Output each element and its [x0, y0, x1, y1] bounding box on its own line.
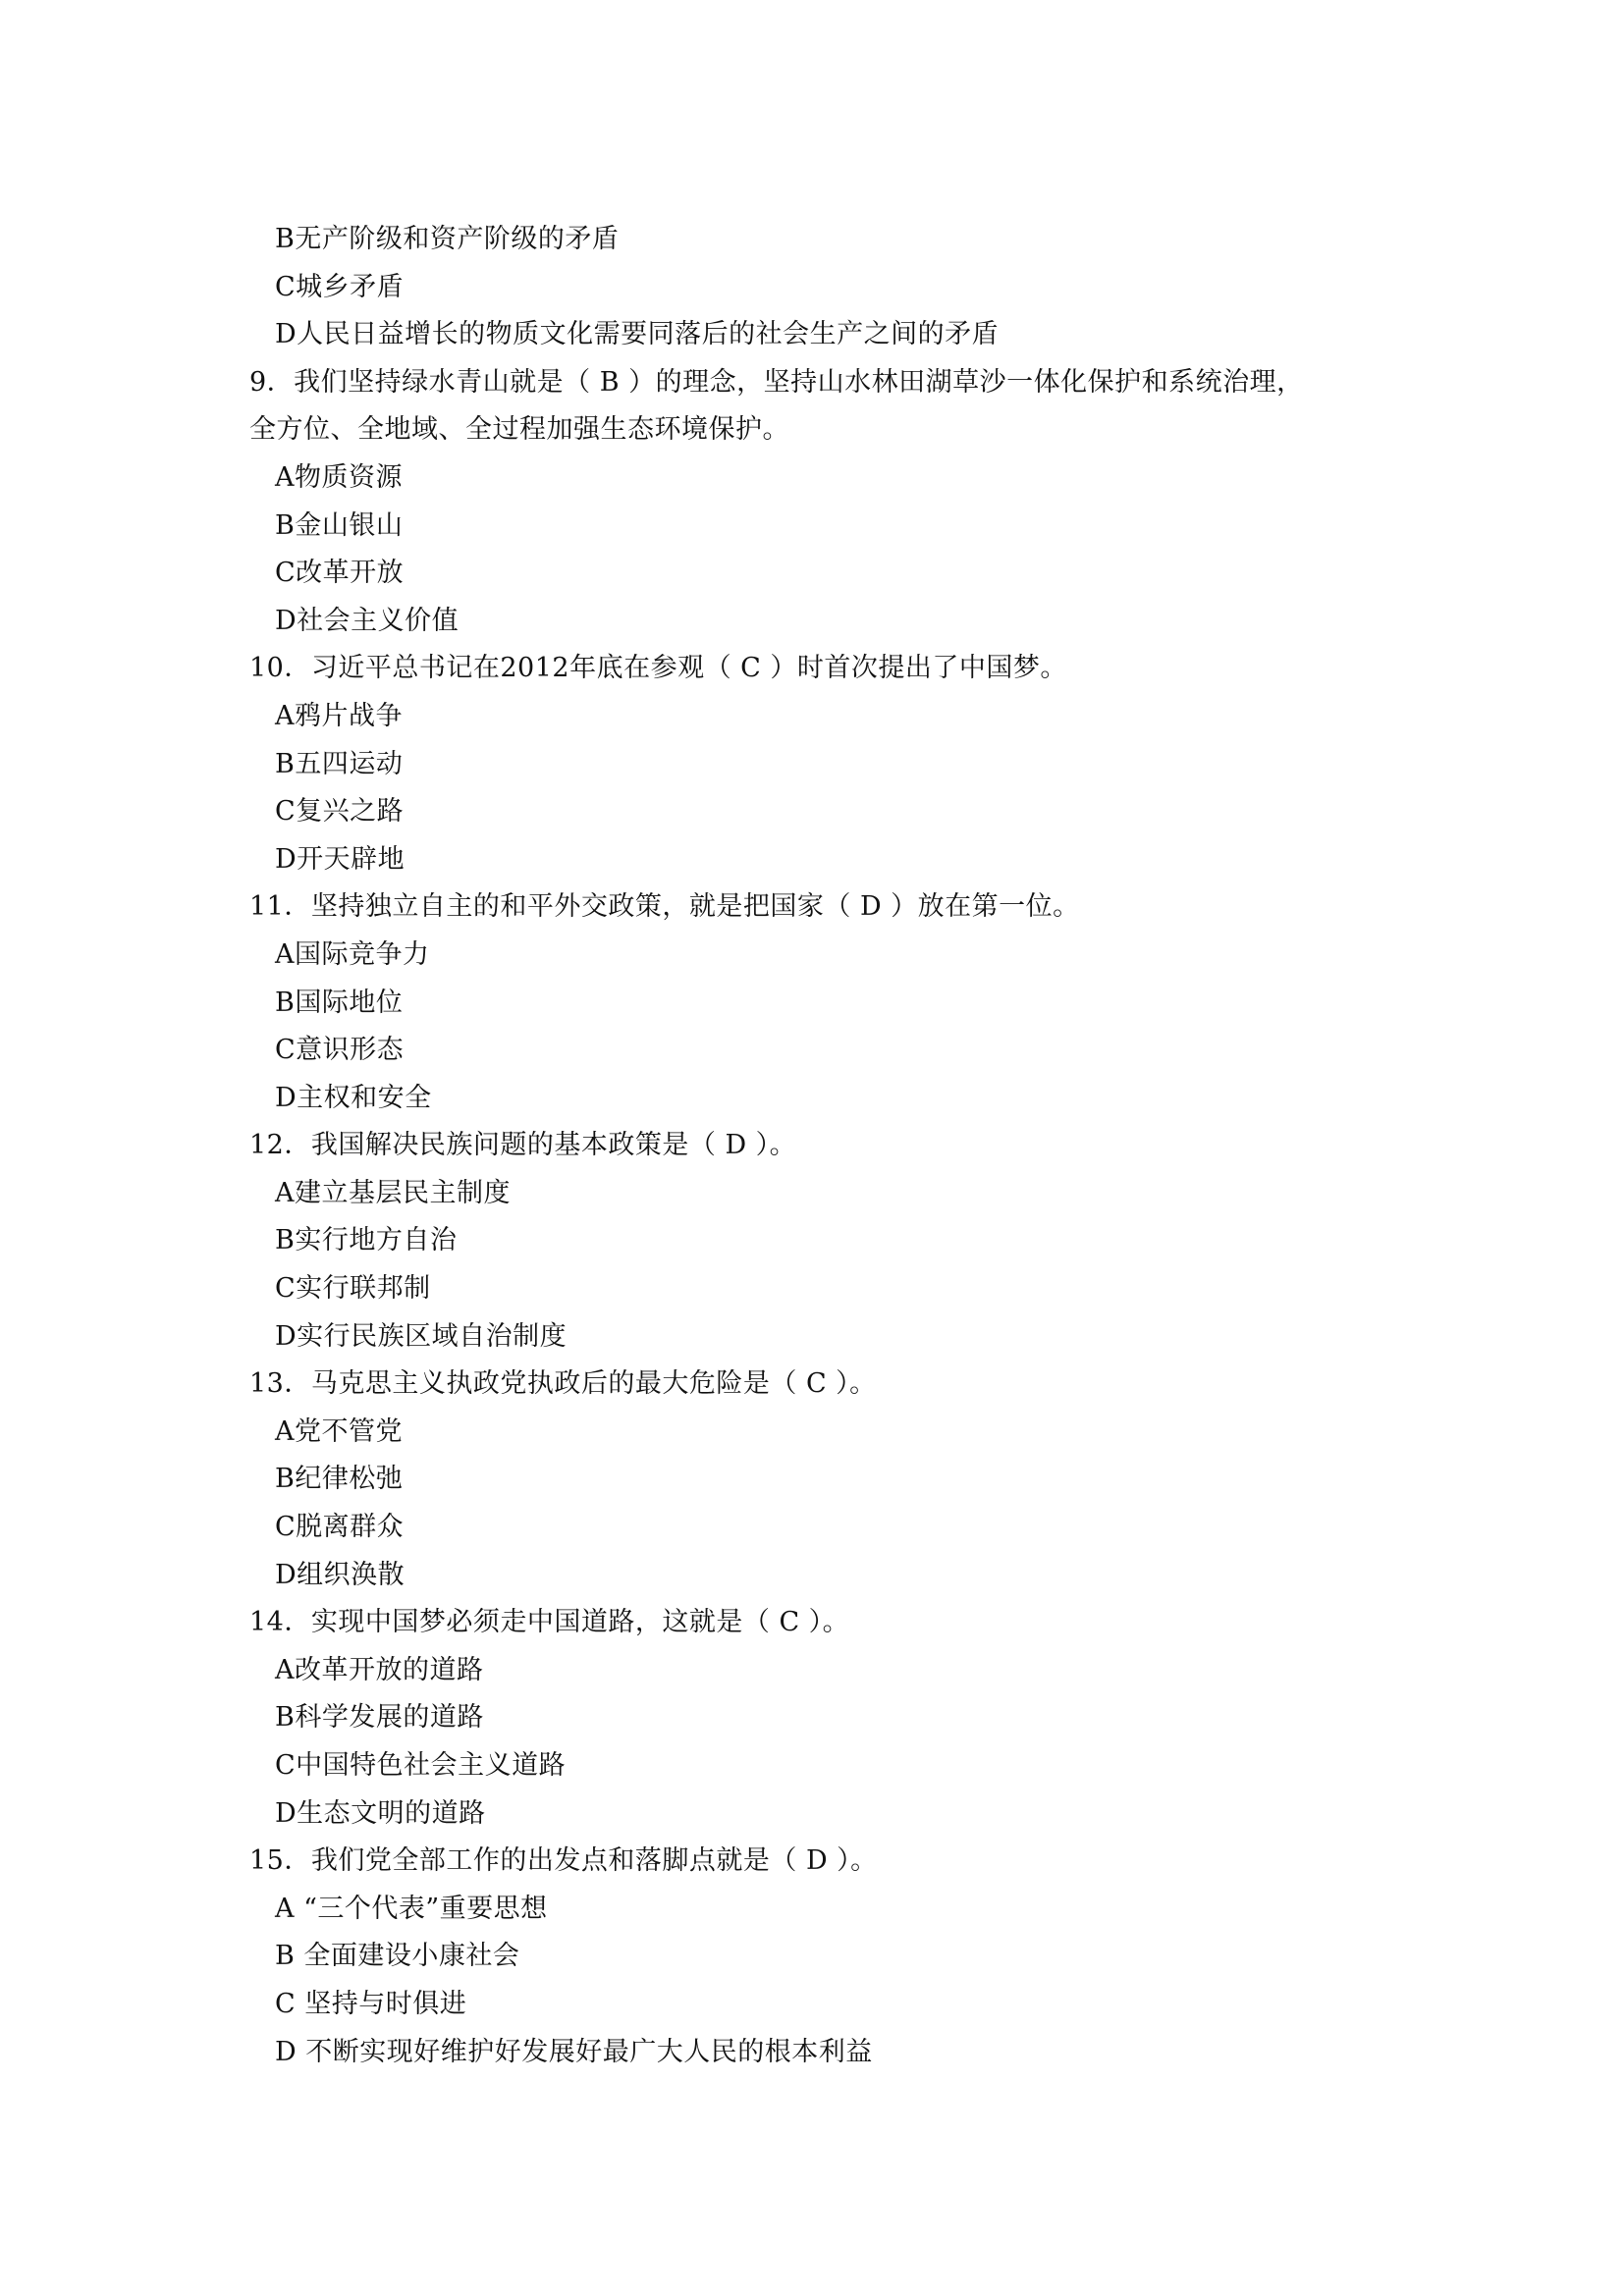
question-stem: 12．我国解决民族问题的基本政策是（ D ）。	[249, 1130, 797, 1161]
answer-option: C改革开放	[275, 558, 405, 589]
question-stem: 15．我们党全部工作的出发点和落脚点就是（ D ）。	[249, 1845, 878, 1877]
question-list	[249, 216, 1467, 2076]
answer-option: B科学发展的道路	[275, 1702, 484, 1734]
question-stem-continuation: 全方位、全地域、全过程加强生态环境保护。	[249, 414, 789, 446]
answer-option: B无产阶级和资产阶级的矛盾	[275, 224, 620, 254]
answer-option: A国际竞争力	[275, 938, 430, 970]
answer-option: C 坚持与时俱进	[275, 1988, 467, 2019]
answer-option: B金山银山	[275, 509, 404, 541]
answer-option: D生态文明的道路	[275, 1797, 486, 1829]
answer-option: A物质资源	[275, 461, 403, 493]
answer-option: B国际地位	[275, 987, 404, 1018]
answer-option: B纪律松弛	[275, 1464, 404, 1495]
answer-option: D实行民族区域自治制度	[275, 1320, 568, 1352]
answer-option: A “三个代表”重要思想	[275, 1893, 548, 1924]
answer-option: D 不断实现好维护好发展好最广大人民的根本利益	[275, 2036, 873, 2067]
answer-option: C意识形态	[275, 1035, 405, 1066]
answer-option: B实行地方自治	[275, 1225, 458, 1256]
answer-option: C实行联邦制	[275, 1273, 431, 1305]
question-stem: 11．坚持独立自主的和平外交政策，就是把国家（ D ）放在第一位。	[249, 891, 1080, 923]
answer-option: A建立基层民主制度	[275, 1177, 511, 1208]
question-stem: 14．实现中国梦必须走中国道路，这就是（ C ）。	[249, 1607, 850, 1638]
answer-option: C复兴之路	[275, 796, 405, 828]
question-stem: 13．马克思主义执政党执政后的最大危险是（ C ）。	[249, 1368, 877, 1400]
answer-option: B五四运动	[275, 748, 404, 779]
question-stem: 10．习近平总书记在2012年底在参观（ C ）时首次提出了中国梦。	[249, 653, 1067, 684]
answer-option: D组织涣散	[275, 1559, 406, 1590]
answer-option: D开天辟地	[275, 843, 406, 875]
answer-option: B 全面建设小康社会	[275, 1941, 520, 1972]
answer-option: A党不管党	[275, 1415, 403, 1447]
answer-option: D人民日益增长的物质文化需要同落后的社会生产之间的矛盾	[275, 319, 1000, 350]
answer-option: A改革开放的道路	[275, 1654, 484, 1685]
question-stem: 9．我们坚持绿水青山就是（ B ）的理念，坚持山水林田湖草沙一体化保护和系统治理，	[249, 366, 1304, 398]
answer-option: C脱离群众	[275, 1512, 405, 1543]
answer-option: C城乡矛盾	[275, 271, 405, 302]
answer-option: C中国特色社会主义道路	[275, 1750, 567, 1781]
answer-option: A鸦片战争	[275, 700, 403, 731]
answer-option: D主权和安全	[275, 1082, 432, 1113]
answer-option: D社会主义价值	[275, 605, 460, 636]
